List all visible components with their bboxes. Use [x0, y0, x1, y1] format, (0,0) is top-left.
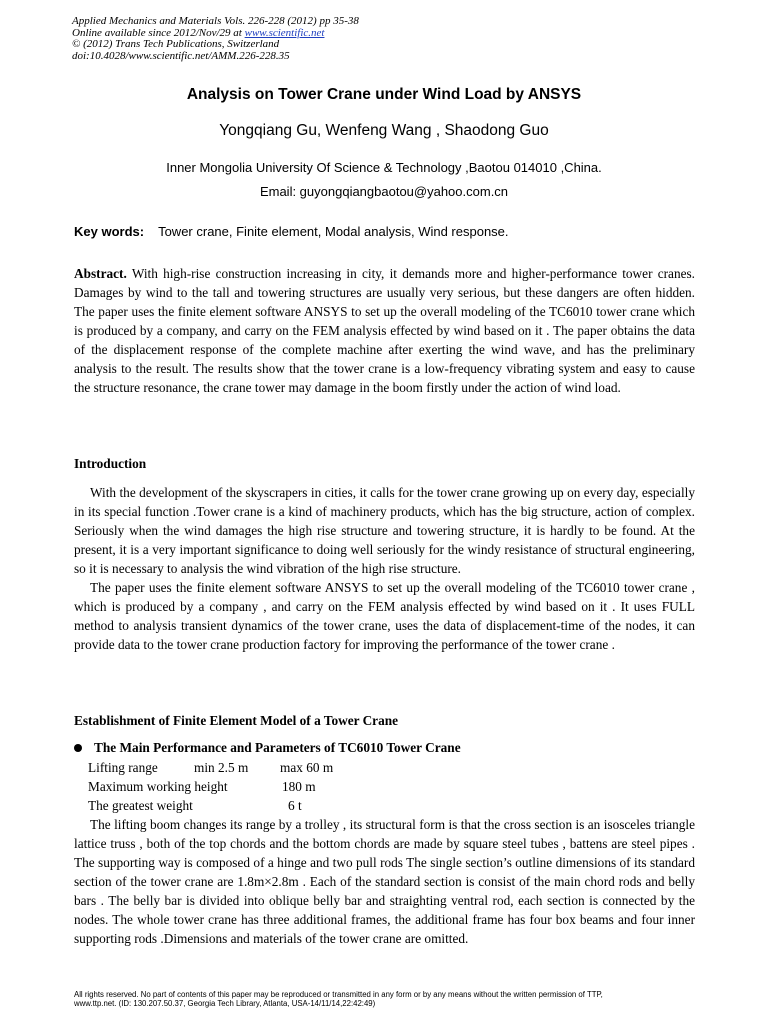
param-value-min: min 2.5 m — [194, 760, 249, 775]
parameters-subheading — [74, 740, 461, 756]
abstract — [74, 264, 695, 397]
establishment-heading: Establishment of Finite Element Model of a Tower Crane — [74, 713, 399, 728]
param-lifting-range — [88, 758, 333, 777]
paper-title: Analysis on Tower Crane under Wind Load by ANSYS — [186, 86, 582, 103]
bullet-icon — [74, 744, 82, 752]
param-label: Maximum working height — [88, 779, 228, 794]
abstract-text: With high-rise construction increasing in city, it demands more and higher-performance tower cranes. Damages by wind to the tall and towering structures are usually very serious, but these dangers are often hidden. The paper uses the finite element software ANSYS to set up the overall modeling of the TC6010 tower crane which is produced by a company, and carry on the FEM analysis effected by wind based on it . The paper obtains the data of the displacement response of the complete machine after exerting the wind wave, and has the preliminary analysis to the result. The results show that the tower crane is a low-frequency vibrating system and easy to cause the structure resonance, the crane tower may damage in the boom firstly under the action of wind load. — [74, 266, 695, 395]
copyright-line: © (2012) Trans Tech Publications, Switzerland — [72, 38, 280, 51]
affiliation: Inner Mongolia University Of Science & Technology ,Baotou 014010 ,China. — [166, 160, 602, 175]
footer-line-1: All rights reserved. No part of contents of this paper may be reproduced or transmitted in any form or by any means without the written permission of TTP, — [74, 990, 603, 999]
param-label: Lifting range — [88, 760, 158, 775]
doi-line: doi:10.4028/www.scientific.net/AMM.226-228.35 — [72, 49, 290, 62]
intro-paragraph-1: With the development of the skyscrapers in cities, it calls for the tower crane growing up on every day, especially in its special function .Tower crane is a kind of machinery products, which has the big structure, action of complex. Seriously when the wind damages the high rise structure and towering structure, it is hardly to be found. At the present, it is a very important significance to doing well seriously for the windy resistance of structural engineering, so it is necessary to analysis the wind vibration of the high rise structure. — [74, 485, 695, 576]
scientific-net-link[interactable]: www.scientific.net — [244, 26, 325, 39]
keywords — [74, 224, 509, 239]
keywords-label: Key words: — [74, 224, 145, 239]
param-label: The greatest weight — [88, 798, 193, 813]
abstract-label: Abstract. — [74, 266, 127, 281]
copyright-footer — [74, 990, 714, 1008]
author-email: Email: guyongqiangbaotou@yahoo.com.cn — [259, 184, 509, 199]
online-prefix: Online available since 2012/Nov/29 at — [72, 26, 245, 39]
param-value: 180 m — [282, 779, 316, 794]
publication-meta — [72, 16, 359, 62]
footer-line-2: www.ttp.net. (ID: 130.207.50.37, Georgia Tech Library, Atlanta, USA-14/11/14,22:42:49) — [74, 999, 376, 1008]
param-value-max: max 60 m — [280, 760, 334, 775]
boom-description — [74, 815, 695, 948]
keywords-text: Tower crane, Finite element, Modal analysis, Wind response. — [158, 224, 509, 239]
introduction-heading: Introduction — [74, 456, 147, 471]
intro-paragraph-2: The paper uses the finite element software ANSYS to set up the overall modeling of the TC6010 tower crane , which is produced by a company , and carry on the FEM analysis effected by wind based on it . It uses FULL method to analysis transient dynamics of the tower crane, uses the data of displacement-time of the nodes, it can provide data to the tower crane production factory for improving the performance of the tower crane . — [74, 580, 695, 652]
boom-paragraph: The lifting boom changes its range by a trolley , its structural form is that the cross section is an isosceles triangle lattice truss , both of the top chords and the bottom chords are made by square steel tubes , battens are steel pipes . The supporting way is composed of a hinge and two pull rods The single section’s outline dimensions of its standard section of the tower crane are 1.8m×2.8m . Each of the standard section is consist of the main chord rods and belly bars . The belly bar is divided into oblique belly bar and straighting ventral rod, each section is connected by the nodes. The whole tower crane has three additional frames, the additional frame has four box beams and four inner supporting rods .Dimensions and materials of the tower crane are omitted. — [74, 817, 695, 946]
parameters-list — [88, 758, 333, 815]
paper-authors: Yongqiang Gu, Wenfeng Wang , Shaodong Guo — [219, 122, 549, 139]
param-value: 6 t — [288, 798, 302, 813]
journal-line: Applied Mechanics and Materials Vols. 226-228 (2012) pp 35-38 — [72, 15, 359, 27]
param-greatest-weight — [88, 796, 333, 815]
parameters-subheading-text: The Main Performance and Parameters of TC6010 Tower Crane — [94, 740, 461, 755]
introduction-body — [74, 483, 695, 654]
param-max-height — [88, 777, 333, 796]
